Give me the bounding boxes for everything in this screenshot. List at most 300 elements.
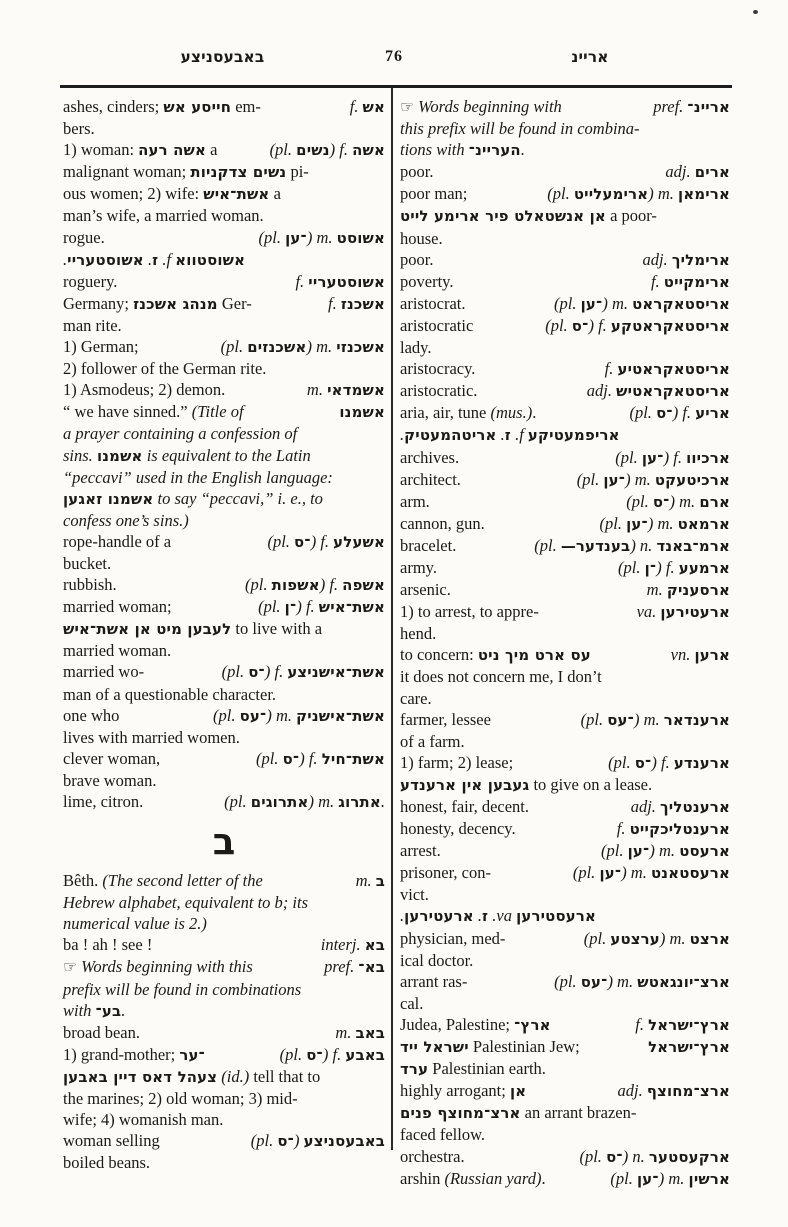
- dictionary-line: [400, 884, 730, 905]
- definition-text: “ we have sinned.” (Title of: [63, 402, 244, 422]
- dictionary-line: [400, 249, 730, 271]
- hebrew-text: ארמעע: [678, 558, 730, 577]
- column-divider: [391, 88, 393, 1150]
- definition-text: poor man;: [400, 184, 468, 204]
- hebrew-text: ישראל ייד: [400, 1038, 469, 1057]
- dictionary-line: [400, 96, 730, 118]
- dictionary-line: [63, 315, 385, 336]
- dictionary-line: [63, 913, 385, 934]
- hebrew-text: ארצ־מחוצף: [646, 1082, 730, 1101]
- definition-text: cannon, gun.: [400, 513, 485, 533]
- headword-grammar: (pl. ארימעלייט) m. ארימאן: [547, 184, 730, 204]
- definition-text: prisoner, con-: [400, 863, 491, 883]
- definition-text: honesty, decency.: [400, 819, 516, 839]
- hebrew-text: אשת־איש: [203, 185, 270, 204]
- dictionary-line: [400, 402, 730, 424]
- hebrew-text: אריטהמעטיק: [404, 426, 497, 445]
- hebrew-text: מנהג אשכנז: [133, 294, 218, 313]
- definition-text: orchestra.: [400, 1146, 465, 1166]
- dictionary-line: [63, 445, 385, 467]
- headword-grammar: (pl. ־ס) באבעסניצע: [250, 1131, 385, 1151]
- dictionary-line: [400, 1102, 730, 1124]
- definition-text: aria, air, tune (mus.).: [400, 403, 537, 423]
- hebrew-text: ארענטליך: [660, 798, 730, 816]
- dictionary-line: [63, 423, 385, 444]
- hebrew-text: לעבען מיט אן אשת־איש: [63, 620, 232, 639]
- hebrew-text: ־ס: [571, 316, 589, 335]
- definition-text: bers.: [63, 119, 95, 139]
- hebrew-text: ארימליך: [671, 250, 730, 269]
- hebrew-text: ־ען: [599, 864, 622, 883]
- dictionary-line: [400, 535, 730, 557]
- definition-text: highly arrogant; אן: [400, 1081, 527, 1101]
- headword-grammar: adj. ארצ־מחוצף: [617, 1081, 730, 1101]
- definition-text: honest, fair, decent.: [400, 797, 529, 816]
- definition-text: ☞ Words beginning with this: [63, 957, 253, 977]
- definition-text: געבען אין ארענדע to give on a lease.: [400, 774, 653, 794]
- definition-text: farmer, lessee: [400, 709, 491, 729]
- hebrew-text: ב: [375, 872, 385, 891]
- hebrew-text: ארצט: [689, 929, 730, 948]
- definition-text: arsenic.: [400, 580, 451, 600]
- hebrew-text: נשים: [296, 141, 330, 160]
- headword-grammar: (pl. אתרוגים) m. אתרוג.: [224, 792, 385, 811]
- hebrew-text: ־ער: [179, 1045, 205, 1064]
- dictionary-line: [63, 336, 385, 358]
- dictionary-line: [400, 579, 730, 601]
- definition-text: it does not concern me, I don’t: [400, 667, 602, 687]
- headword-grammar: (pl. —בענדער) n. ארמ־באנד: [534, 535, 730, 555]
- dictionary-line: [400, 796, 730, 818]
- definition-text: man rite.: [63, 315, 122, 335]
- dictionary-line: [400, 644, 730, 666]
- definition-text: 2) follower of the German rite.: [63, 359, 267, 379]
- definition-text: vict.: [400, 885, 429, 905]
- definition-text: ba ! ah ! see !: [63, 935, 153, 955]
- hebrew-text: ארץ־: [514, 1015, 551, 1034]
- hebrew-text: אשפות: [271, 576, 320, 595]
- dictionary-line: [63, 1000, 385, 1022]
- hebrew-text: ערצטע: [610, 929, 660, 948]
- definition-text: married woman;: [63, 597, 172, 617]
- hebrew-text: אשת־אישניק: [296, 706, 385, 725]
- hebrew-text: אתרוג: [338, 793, 381, 811]
- definition-text: bucket.: [63, 553, 112, 573]
- definition-text: rope-handle of a: [63, 531, 172, 551]
- hebrew-text: ז: [504, 426, 511, 445]
- hebrew-text: חייסע אש: [163, 98, 232, 116]
- definition-text: לעבען מיט אן אשת־איש to live with a: [63, 619, 323, 639]
- hebrew-text: אריפמעטיקע: [527, 426, 620, 445]
- header-rule: [60, 85, 732, 88]
- hebrew-text: ־עס: [239, 706, 267, 725]
- definition-text: lime, citron.: [63, 792, 144, 811]
- hebrew-text: אשוסטעריי: [308, 272, 385, 291]
- hebrew-text: ארענדע: [673, 753, 730, 772]
- definition-text: ashes, cinders; חייסע אש em-: [63, 97, 261, 116]
- dictionary-line: [63, 271, 385, 293]
- dictionary-line: [63, 596, 385, 618]
- dictionary-line: [63, 488, 385, 510]
- definition-text: house.: [400, 228, 443, 248]
- hebrew-text: ־ס: [282, 749, 300, 768]
- hebrew-text: ארקעסטער: [648, 1147, 730, 1166]
- hebrew-text: ־ען: [603, 470, 626, 489]
- headword-grammar: m. ב: [355, 871, 385, 891]
- hebrew-text: אשפה: [342, 576, 385, 595]
- dictionary-line: [63, 1066, 385, 1088]
- dictionary-line: [400, 1168, 730, 1190]
- hebrew-text: ארעטירען: [404, 907, 474, 926]
- section-letter: ב: [212, 820, 236, 864]
- dictionary-line: [400, 623, 730, 644]
- headword-grammar: interj. בא: [320, 935, 385, 955]
- definition-text: Bêth. (The second letter of the: [63, 871, 263, 891]
- definition-text: 1) farm; 2) lease;: [400, 752, 514, 772]
- dictionary-line: [400, 358, 730, 380]
- definition-text: care.: [400, 688, 432, 708]
- dictionary-line: [63, 96, 385, 118]
- hebrew-text: ארצ־יונגאטש: [637, 972, 730, 991]
- definition-text: aristocrat.: [400, 293, 466, 313]
- headword-grammar: f. ארענטליכקייט: [616, 819, 730, 839]
- hebrew-text: ארץ־ישראל: [648, 1015, 730, 1034]
- hebrew-text: ערד: [400, 1060, 429, 1079]
- definition-text: aristocratic.: [400, 381, 478, 401]
- headword-grammar: אריפמעטיקע f. ז. אריטהמעטיק.: [400, 425, 620, 445]
- dictionary-line: [400, 666, 730, 687]
- dictionary-line: [63, 227, 385, 249]
- dictionary-line: [63, 1044, 385, 1066]
- definition-text: 1) German;: [63, 337, 139, 357]
- hebrew-text: אריסטאקראטיע: [617, 360, 730, 379]
- hebrew-text: ־ס: [652, 492, 670, 511]
- hebrew-text: ארימקייט: [663, 272, 730, 291]
- dictionary-line: [63, 979, 385, 1000]
- definition-text: arm.: [400, 491, 430, 511]
- hebrew-text: ארכיטעקט: [654, 470, 730, 489]
- hebrew-text: ־ס: [634, 753, 652, 772]
- headword-grammar: va. ארעטירען: [636, 602, 730, 622]
- hebrew-text: צעהל דאס דיין באבען: [63, 1067, 218, 1086]
- dictionary-line: [400, 424, 730, 446]
- dictionary-line: [400, 818, 730, 840]
- headword-grammar: pref. בא־: [324, 957, 385, 977]
- hebrew-text: ארשין: [688, 1169, 730, 1188]
- definition-text: ous women; 2) wife: אשת־איש a: [63, 184, 281, 204]
- dictionary-line: [63, 956, 385, 978]
- hebrew-text: אשה: [352, 141, 385, 160]
- hebrew-text: ארעסטירען: [516, 907, 596, 926]
- dictionary-line: [400, 688, 730, 709]
- dictionary-line: [400, 950, 730, 971]
- headword-grammar: [642, 1036, 730, 1058]
- hebrew-text: אשת־אישניצע: [287, 663, 385, 682]
- hebrew-text: העריינ־: [468, 141, 521, 160]
- definition-text: a prayer containing a confession of: [63, 424, 298, 444]
- dictionary-line: [400, 228, 730, 249]
- definition-text: ארצ־מחוצף פנים an arrant brazen-: [400, 1103, 637, 1123]
- dictionary-line: [63, 892, 385, 913]
- hebrew-text: ארם: [699, 492, 730, 511]
- dictionary-line: [400, 993, 730, 1014]
- dictionary-line: [63, 553, 385, 574]
- hebrew-text: ־עס: [580, 972, 608, 991]
- definition-text: aristocracy.: [400, 359, 476, 379]
- hebrew-text: בא־: [358, 958, 385, 977]
- definition-text: army.: [400, 557, 437, 577]
- definition-text: ☞ Words beginning with: [400, 97, 562, 116]
- headword-grammar: אשוסטווא f. ז. אשוסטעריי.: [63, 249, 246, 269]
- definition-text: man of a questionable character.: [63, 684, 277, 704]
- dictionary-line: [63, 118, 385, 139]
- hebrew-text: אש: [362, 98, 385, 116]
- hebrew-text: ־ס: [606, 1147, 623, 1166]
- definition-text: ערד Palestinian earth.: [400, 1059, 546, 1079]
- hebrew-text: אריע: [695, 404, 730, 423]
- headword-grammar: (pl. ־ס) f. ארענדע: [608, 752, 730, 772]
- hebrew-text: ארימאן: [678, 185, 730, 204]
- dictionary-line: [400, 1124, 730, 1145]
- dictionary-line: [63, 934, 385, 956]
- dictionary-line: [400, 731, 730, 752]
- headword-grammar: (pl. ־ען) m. ארמאט: [599, 513, 730, 533]
- definition-text: arrest.: [400, 841, 441, 861]
- definition-text: rogue.: [63, 227, 105, 247]
- headword-grammar: (pl. ־ען) m. ארעסטאנט: [572, 863, 730, 883]
- hebrew-text: אשכנז: [340, 294, 385, 313]
- definition-text: this prefix will be found in combina-: [400, 119, 640, 139]
- headword-grammar: adj. ארימליך: [642, 249, 730, 269]
- definition-text: to concern: עס ארט מיך ניט: [400, 645, 591, 665]
- definition-text: aristocratic: [400, 315, 474, 335]
- headword-grammar: m. אשמדאי: [306, 380, 385, 400]
- dictionary-line: [63, 249, 385, 271]
- dictionary-line: [63, 183, 385, 205]
- hebrew-text: ארמאט: [677, 514, 730, 533]
- definition-text: with בע־.: [63, 1000, 126, 1020]
- hebrew-text: אשמנו: [339, 403, 385, 422]
- definition-text: woman selling: [63, 1131, 160, 1151]
- definition-text: arrant ras-: [400, 971, 468, 991]
- dictionary-line: [63, 574, 385, 596]
- headword-grammar: adj. ארים: [665, 162, 730, 182]
- dictionary-line: [63, 161, 385, 183]
- hebrew-text: אשת־איש: [318, 598, 385, 617]
- hebrew-text: אשוסטווא: [175, 250, 246, 269]
- dictionary-line: [400, 1058, 730, 1080]
- headword-grammar: vn. ארען: [670, 645, 730, 665]
- definition-text: roguery.: [63, 271, 118, 291]
- definition-text: married wo-: [63, 662, 145, 682]
- headword-grammar: (pl. ־ס) f. אריסטאקראטקע: [545, 315, 730, 335]
- headword-grammar: f. אריסטאקראטיע: [604, 359, 730, 379]
- hebrew-text: עס ארט מיך ניט: [477, 646, 591, 665]
- pointing-hand-icon: ☞: [400, 97, 415, 116]
- hebrew-text: ארענטליכקייט: [629, 820, 730, 839]
- hebrew-text: ־ען: [641, 448, 664, 467]
- dictionary-line: [400, 337, 730, 358]
- definition-text: hend.: [400, 624, 437, 644]
- definition-text: poor.: [400, 162, 434, 182]
- dictionary-line: [63, 293, 385, 315]
- hebrew-text: נשים צדקניות: [190, 163, 287, 182]
- headword-grammar: (pl. ־ען) m. ארשין: [610, 1168, 730, 1188]
- headword-grammar: (pl. ־ס) n. ארקעסטער: [579, 1146, 730, 1166]
- definition-text: married woman.: [63, 641, 172, 661]
- definition-text: of a farm.: [400, 731, 465, 751]
- hebrew-text: אריסטאקראט: [632, 294, 730, 313]
- page-number: 76: [385, 48, 403, 65]
- hebrew-text: ארסעניק: [666, 581, 730, 600]
- dictionary-line: [400, 971, 730, 993]
- hebrew-text: ארענדאר: [663, 710, 730, 729]
- definition-text: the marines; 2) old woman; 3) mid-: [63, 1089, 298, 1109]
- definition-text: ישראל ייד Palestinian Jew;: [400, 1037, 580, 1057]
- dictionary-line: [400, 1036, 730, 1058]
- hebrew-text: אשוסט: [336, 228, 385, 247]
- pointing-hand-icon: ☞: [63, 957, 78, 977]
- headword-grammar: (pl. ־עס) m. ארענדאר: [580, 709, 730, 729]
- dictionary-line: [400, 118, 730, 139]
- dictionary-line: [63, 379, 385, 401]
- dictionary-line: [400, 183, 730, 205]
- headword-grammar: (pl. אשפות) f. אשפה: [245, 575, 385, 595]
- definition-text: 1) woman: אשה רעה a: [63, 140, 218, 160]
- hebrew-text: בא: [364, 936, 385, 955]
- headword-grammar: f. אש: [349, 97, 385, 116]
- definition-text: arshin (Russian yard).: [400, 1168, 546, 1188]
- hebrew-text: ארעסט: [679, 842, 730, 861]
- headword-grammar: (pl. ־ן) f. אשת־איש: [258, 597, 385, 617]
- hebrew-text: ־ען: [626, 514, 648, 533]
- headword-grammar: (pl. ־ס) m. ארם: [626, 491, 730, 511]
- definition-text: rubbish.: [63, 575, 117, 595]
- hebrew-text: אן אנשטאלט פיר ארימע לייט: [400, 207, 606, 226]
- definition-text: lives with married women.: [63, 727, 240, 747]
- definition-text: malignant woman; נשים צדקניות pi-: [63, 162, 309, 182]
- hebrew-text: באב: [355, 1023, 385, 1042]
- dictionary-line: [400, 905, 730, 927]
- dictionary-line: [63, 401, 385, 423]
- headword-grammar: (pl. ־ן) f. ארמעע: [618, 557, 730, 577]
- dictionary-line: [400, 928, 730, 950]
- definition-text: boiled beans.: [63, 1153, 151, 1173]
- definition-text: architect.: [400, 469, 461, 489]
- headword-grammar: f. ארימקייט: [650, 271, 730, 291]
- headword-grammar: (pl. ־ס) f. באבע: [279, 1044, 385, 1064]
- hebrew-text: אשה רעה: [138, 141, 207, 160]
- dictionary-column-left: [63, 96, 385, 1173]
- hebrew-text: אן: [509, 1082, 527, 1101]
- ink-speck: [753, 10, 758, 14]
- dictionary-line: [63, 870, 385, 892]
- guide-word-right: אריינ: [571, 48, 609, 66]
- dictionary-line: [400, 1146, 730, 1168]
- definition-text: cal.: [400, 993, 424, 1013]
- headword-grammar: (pl. ־ס) f. אשעלע: [267, 531, 385, 551]
- definition-text: 1) grand-mother; ־ער: [63, 1044, 205, 1064]
- dictionary-line: [63, 205, 385, 226]
- dictionary-line: [63, 684, 385, 705]
- definition-text: אשמנו זאגען to say “peccavi,” i. e., to: [63, 488, 323, 508]
- headword-grammar: pref. אריינ־: [653, 97, 730, 116]
- headword-grammar: adj. ארענטליך: [630, 797, 730, 816]
- hebrew-text: אריינ־: [687, 98, 730, 116]
- hebrew-text: אשמדאי: [327, 381, 385, 400]
- dictionary-line: [63, 358, 385, 379]
- hebrew-text: ארימעלייט: [573, 185, 649, 204]
- dictionary-line: [400, 380, 730, 402]
- definition-text: man’s wife, a married woman.: [63, 206, 264, 226]
- headword-grammar: f. אשוסטעריי: [295, 271, 385, 291]
- headword-grammar: m. באב: [335, 1022, 385, 1042]
- definition-text: brave woman.: [63, 770, 157, 790]
- headword-grammar: (pl. ־ען) m. אשוסט: [258, 227, 385, 247]
- headword-grammar: (pl. ־ען) f. ארכיוו: [615, 447, 730, 467]
- hebrew-text: בע־: [95, 1001, 122, 1020]
- dictionary-line: [63, 1109, 385, 1130]
- dictionary-line: [63, 791, 385, 813]
- hebrew-text: ארים: [694, 163, 730, 182]
- hebrew-text: אשמנו זאגען: [63, 489, 154, 508]
- headword-grammar: (pl. ־ס) f. אשת־אישניצע: [221, 662, 385, 682]
- headword-grammar: (pl. ערצטע) m. ארצט: [583, 928, 730, 948]
- page-header: [0, 48, 788, 76]
- dictionary-line: [400, 840, 730, 862]
- definition-text: 1) Asmodeus; 2) demon.: [63, 380, 226, 400]
- definition-text: numerical value is 2.): [63, 914, 207, 934]
- dictionary-line: [400, 161, 730, 183]
- hebrew-text: אשוסטעריי: [67, 250, 144, 269]
- hebrew-text: ־עס: [607, 710, 634, 729]
- dictionary-line: [400, 601, 730, 623]
- dictionary-line: [63, 1022, 385, 1044]
- definition-text: sins. אשמנו is equivalent to the Latin: [63, 445, 311, 465]
- definition-text: אן אנשטאלט פיר ארימע לייט a poor-: [400, 206, 657, 226]
- dictionary-line: [63, 510, 385, 531]
- hebrew-text: ־ען: [580, 294, 603, 313]
- definition-text: prefix will be found in combinations: [63, 979, 302, 999]
- definition-text: צעהל דאס דיין באבען (id.) tell that to: [63, 1066, 321, 1086]
- hebrew-text: באבע: [345, 1045, 385, 1064]
- hebrew-text: ארץ־ישראל: [648, 1038, 730, 1057]
- hebrew-text: אשעלע: [333, 532, 385, 551]
- dictionary-line: [400, 447, 730, 469]
- headword-grammar: f. ארץ־ישראל: [635, 1014, 730, 1034]
- dictionary-line: [63, 139, 385, 161]
- dictionary-line: [63, 1152, 385, 1173]
- dictionary-line: [63, 705, 385, 727]
- headword-grammar: m. ארסעניק: [646, 580, 730, 600]
- headword-grammar: (pl. ־עס) m. אשת־אישניק: [213, 705, 385, 725]
- hebrew-text: ארצ־מחוצף פנים: [400, 1104, 521, 1123]
- definition-text: Hebrew alphabet, equivalent to b; its: [63, 893, 309, 913]
- headword-grammar: (pl. נשים) f. אשה: [269, 140, 385, 160]
- hebrew-text: ־ען: [285, 228, 307, 247]
- dictionary-line: [400, 1080, 730, 1102]
- dictionary-line: [400, 862, 730, 884]
- dictionary-line: [63, 1088, 385, 1109]
- definition-text: bracelet.: [400, 535, 457, 555]
- headword-grammar: (pl. ־ס) f. אריע: [629, 403, 730, 423]
- hebrew-text: ארכיוו: [686, 448, 730, 467]
- definition-text: faced fellow.: [400, 1125, 486, 1145]
- headword-grammar: (pl. ־ס) f. אשת־חיל: [255, 748, 385, 768]
- hebrew-text: ארעטירען: [660, 603, 730, 622]
- dictionary-line: [63, 770, 385, 791]
- hebrew-text: ארעסטאנט: [650, 864, 730, 883]
